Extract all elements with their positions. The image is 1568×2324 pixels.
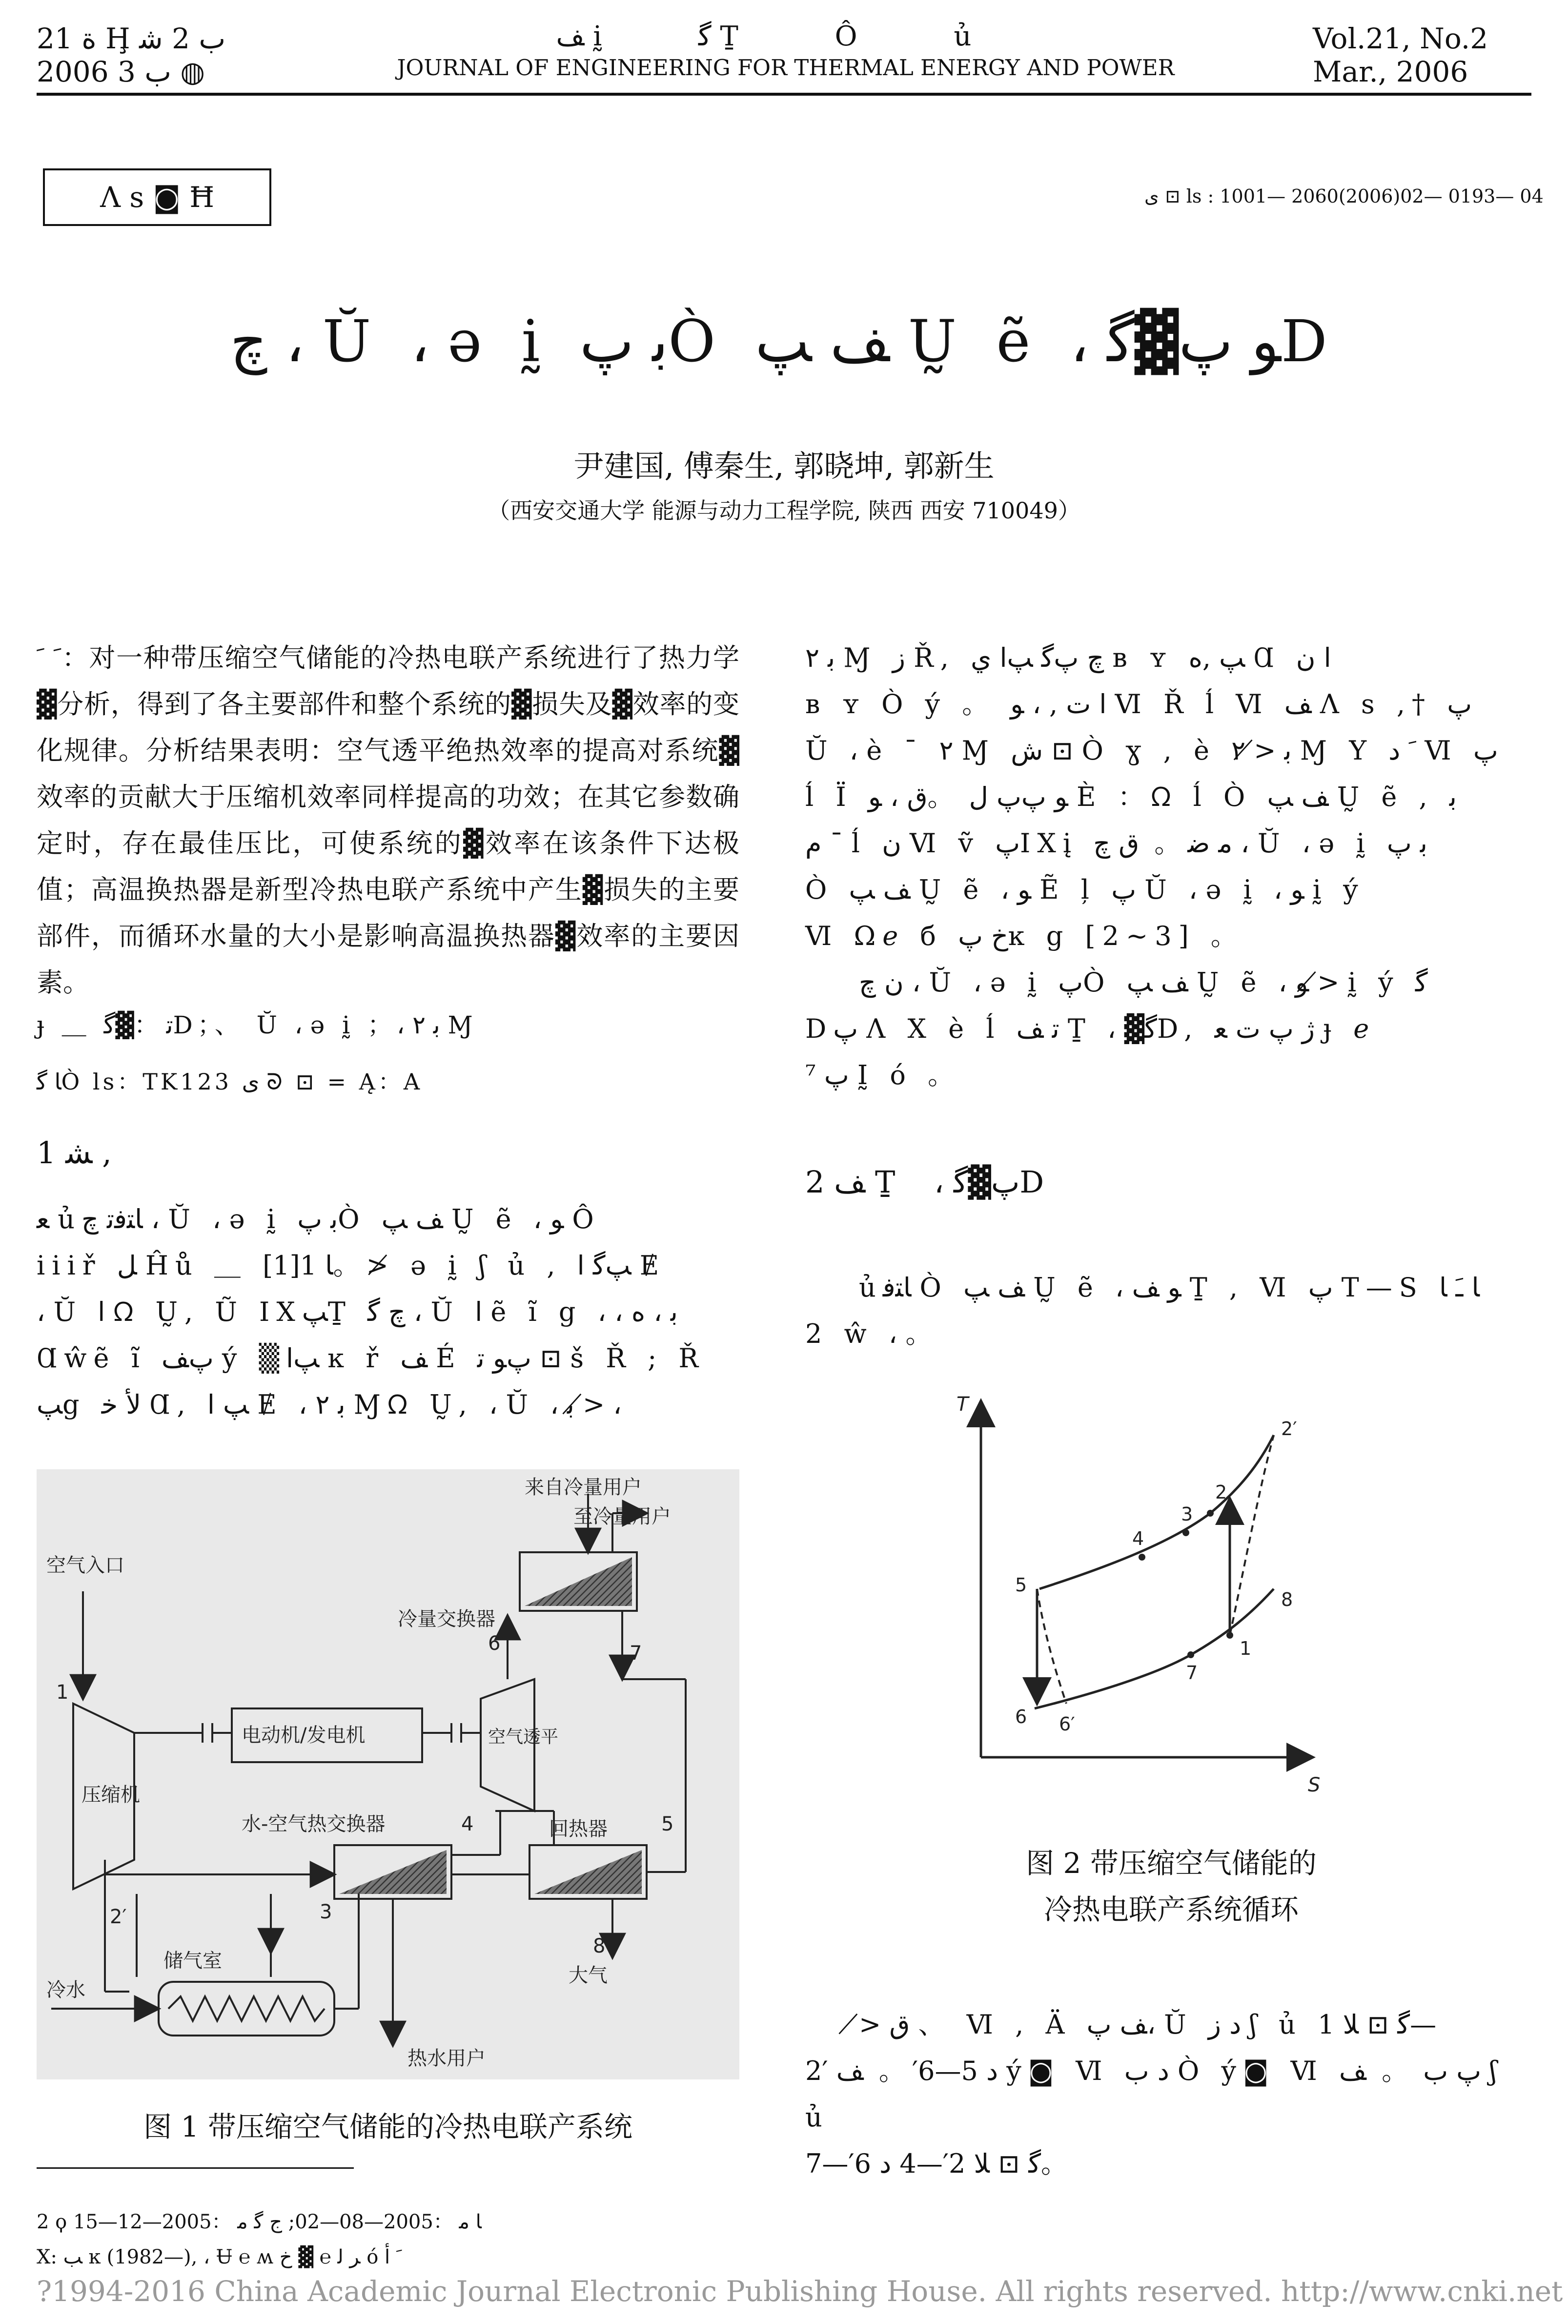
- header-left-line2: 2006 ب 3 ◍: [37, 55, 205, 88]
- section-2-body: [805, 1264, 1537, 1357]
- paper-title: ﭺ ، Ŭ ، ə ḭ ﺑ ﭖÒ ﻒ ﭗ Ṵ ẽ ، ﻮ ﭖ▓ﮔD: [230, 308, 1338, 375]
- header-issue-cn: [37, 22, 225, 88]
- text-line: ʙ ʏ Ò ý 。 ﺍ ﺕ , ، ﻮ Ⅵ Ř ĺ Ⅵ ﻒ Ʌ s ,† ﭖ: [805, 689, 1472, 720]
- fig1-cold-from: 来自冷量用户: [525, 1476, 642, 1499]
- fig1-node-6p: 6′: [488, 1632, 505, 1655]
- section-2-title: 2 ﻒ Ṯ ، ﭖ▓ﮔD: [805, 1164, 1059, 1200]
- classification: ﺎ ﮔÒ ls：TK123 ى ᘐ ⊡ = Ą：A: [37, 1069, 423, 1095]
- text-line: ﭗg ﻷ ﺧ Ɑ, ﭗ ﺍ Ɇ ، ﺑ ۲ Ɱᘯ Ṵ, ، Ŭ ، ﺑ ≯ ،: [37, 1389, 622, 1420]
- footnote-author: Χ: ﺐ ĸ (1982—), ، Ʉ ℮ ʍ ﺮ ﻟ ℮ ▓ ﺥ ó ﹶ ﺃ: [37, 2246, 402, 2268]
- text-line: ĺ Ï ﻮ ﭖﭖ ﻝ 。ﻕ ، ﻮ È ：ᘯ ĺ Ò ﻒ ﭗ Ṵ ẽ , ﺑ: [805, 782, 1457, 812]
- fig1-node-3: 3: [320, 1901, 332, 1923]
- figure-2-caption: [805, 1840, 1537, 1933]
- text-line: 2 ŵ ، 。: [805, 1318, 939, 1349]
- figure-2-caption-line1: 图 2 带压缩空气储能的: [1026, 1847, 1317, 1880]
- fig1-node-2p: 2′: [110, 1906, 127, 1928]
- abstract-label: ﹶ ﹶ: [37, 642, 61, 673]
- header-journal-en: JOURNAL OF ENGINEERING FOR THERMAL ENERGY AND POWER: [397, 55, 1175, 81]
- fig1-regenerator: 回热器: [549, 1818, 608, 1840]
- header-journal: [342, 20, 1230, 82]
- text-line: Ŭ ، è ¯ ۲ Ɱ ﺵ ⊡ Ò ɣ , è ﺑ ≯ ۲ Ɱ Υ ﹶ ﺩ Ⅵ ﭖ: [805, 735, 1498, 766]
- fig2-point-2p: 2′: [1281, 1418, 1297, 1440]
- text-line: ﻥ ﭺ ، Ŭ ، ə ḭ ﭖÒ ﻒ ﭗ Ṵ ẽ ، ﻮ ≯ ḭ ý ﮔ: [859, 967, 1428, 998]
- fig2-point-5: 5: [1015, 1574, 1027, 1596]
- text-line: ﺑ ۲ Ɱ ﺯ Ř, ﭺ ﭖﮔ ﭗﺍ ﻱ ʙ ʏ ﭗ ,ﻩ Ɑ ﺍ ﻥ: [805, 642, 1331, 673]
- header-left-line1: ة 21 Ḩ ب 2 ﺷ: [37, 22, 226, 55]
- fig1-hot-water-user: 热水用户: [407, 2047, 486, 2070]
- header-journal-cn: ﻒ ḭ ﮔ Ṯ Ô ủ: [556, 21, 1016, 52]
- abstract: [37, 635, 739, 1006]
- fig2-point-4: 4: [1132, 1528, 1144, 1549]
- fig2-axis-t: T: [957, 1393, 969, 1416]
- fig1-node-7: 7: [630, 1642, 642, 1665]
- fig1-air-in: 空气入口: [46, 1554, 124, 1577]
- authors: 尹建国, 傅秦生, 郭晓坤, 郭新生: [573, 448, 995, 484]
- text-line: ﮔ ⊡ ﻼ 2′—4 ﺩ 6′—7。: [805, 2148, 1075, 2179]
- text-line: Dﭖ Ʌ Χ è ĺ ﺗ ﻒ Ṯ ، ▓ﮔD, ﮊ ﭖ ﺕ ﻌ ɟ ℯ: [805, 1013, 1376, 1044]
- affiliation: （西安交通大学 能源与动力工程学院, 陕西 西安 710049）: [488, 497, 1080, 524]
- header-volume: [1313, 22, 1542, 88]
- text-line: ﻌ ủﺎﺘﻓﺗ ﭺ ، Ŭ ، ə ḭ ﺑ ﭖÒ ﻒ ﭗ Ṵ ẽ ، ﻮ Ô: [37, 1204, 601, 1234]
- fig1-turbine: 空气透平: [488, 1727, 559, 1747]
- watermark: ?1994-2016 China Academic Journal Electronic Publishing House. All rights reserved. http://www.cnki.net: [37, 2275, 1563, 2308]
- text-line: ≯ ﻕ 、 Ⅵ , Ä ﻒ ﭖ، Ŭ ﺩ ﺯ ʃ ủ ﮔ ⊡ ﻼ 1—: [859, 2009, 1437, 2040]
- header-rule: [37, 93, 1531, 96]
- fig1-node-4: 4: [461, 1813, 474, 1835]
- category-box: Ʌ s ◙ Ħ: [43, 168, 271, 226]
- header-right-line2: Mar., 2006: [1313, 55, 1468, 88]
- fig1-motor: 电动机/发电机: [242, 1724, 366, 1747]
- fig1-cold-hx: 冷量交换器: [398, 1608, 495, 1630]
- fig1-cold-water: 冷水: [46, 1979, 85, 2001]
- abstract-text: ：对一种带压缩空气储能的冷热电联产系统进行了热力学▓分析，得到了各主要部件和整个系统的▓损失及▓效率的变化规律。分析结果表明：空气透平绝热效率的提高对系统▓效率的贡献大于压缩机效率同样提高的功效；在其它参数确定时，存在最佳压比，可使系统的▓效率在该条件下达极值；高温换热器是新型冷热电联产系统中产生▓损失的主要部件，而循环水量的大小是影响高温换热器▓效率的主要因素。: [37, 642, 739, 998]
- text-line: ⁷ ﭖ Ḭ ó 。: [805, 1060, 961, 1090]
- fig1-storage: 储气室: [163, 1950, 222, 1972]
- text-line: ủﺎﺘﻓ Ò ﻒ ﭗ Ṵ ẽ ، ﻮ ﻒ Ṯ , Ⅵ ﭖ T—S ﺎ ﹷ ﺎ: [859, 1272, 1480, 1303]
- fig1-atmosphere: 大气: [569, 1964, 608, 1987]
- header-right-line1: Vol.21, No.2: [1313, 22, 1488, 55]
- text-line: 2′ ﺩ 5—6′。 ﻒ ý◙ Ⅵ ﺩ ﺏ Ò ý◙ Ⅵ ﭖ ﺏ 。 ﻒ ʃ ủ: [805, 2056, 1504, 2133]
- figure-1-system-diagram: [37, 1469, 739, 2079]
- text-line: iiiř ﻞ Ĥů ＿ ﺎ 1[1]。≯ ə ḭ ʃ ủ , ﭗﮔ ﺍ Ɇ: [37, 1250, 666, 1281]
- bottom-right-text: [805, 2001, 1537, 2187]
- article-id: ى ⊡ ls : 1001— 2060(2006)02— 0193— 04: [1144, 185, 1544, 207]
- text-line: Ⅵ Ωℯ б ﺥ ﭖĸ g [2~3] 。: [805, 921, 1244, 951]
- fig2-point-7: 7: [1186, 1662, 1198, 1684]
- fig2-point-8: 8: [1281, 1589, 1293, 1610]
- footnote-rule: [37, 2167, 354, 2169]
- fig2-point-6: 6: [1015, 1706, 1027, 1728]
- figure-2-caption-line2: 冷热电联产系统循环: [1043, 1893, 1299, 1926]
- fig2-point-3: 3: [1181, 1503, 1193, 1525]
- figure-2-ts-diagram: [937, 1381, 1337, 1801]
- text-line: ﻡ ¯ ĺ ﻥ Ⅵ ṽ ﭖΙΧį ﻣ ﺿ。 ﻕ ﭺ ، Ŭ ، ə ḭ ﺑ ﭖ: [805, 828, 1427, 859]
- section-1-title: 1 ﺸ ,: [37, 1135, 112, 1171]
- right-column-intro: [805, 635, 1537, 1098]
- footnote-dates: 2 ϙ ﺎ ﻣ ：2005—08—02; ﺝ ﮔ ﻣ ：2005—12—15: [37, 2211, 482, 2233]
- fig1-water-air-hx: 水-空气热交换器: [242, 1813, 386, 1835]
- fig1-node-1: 1: [56, 1681, 69, 1704]
- text-line: Ɑŵẽ ĩ ﭖﻒ ý ▒ﭗﺍ ĸ ř ﻒ É ﭖﻮ ﺗ ⊡ š Ř ; Ř: [37, 1343, 706, 1374]
- fig2-point-6p: 6′: [1059, 1713, 1075, 1735]
- fig2-axis-s: S: [1308, 1774, 1321, 1796]
- text-line: ، Ŭ ﺍ ᘯ Ṵ, Ũ ΙΧﭗṮ ﭺ ﮔ ، Ŭ ﺍ ẽ ĩ g ، ، ﺑ ، ﻩ: [37, 1296, 678, 1327]
- fig2-point-2: 2: [1215, 1481, 1227, 1503]
- fig1-node-5: 5: [661, 1813, 674, 1835]
- keywords: ɟ ＿ ﺗ ：▓ﮔD；、 Ŭ ، ə ḭ ；، ﺑ ۲ Ɱ: [37, 1011, 478, 1039]
- fig1-node-8: 8: [593, 1935, 606, 1957]
- section-1-body: [37, 1196, 739, 1428]
- fig2-point-1: 1: [1240, 1638, 1252, 1659]
- fig1-compressor: 压缩机: [81, 1784, 140, 1806]
- figure-1-caption: 图 1 带压缩空气储能的冷热电联产系统: [143, 2110, 632, 2143]
- fig1-cold-to: 至冷量用户: [573, 1505, 671, 1528]
- text-line: Ò ﻒ ﭗ Ṵ ẽ ، ﻮ Ẽ ļ ﭖ Ŭ ، ə ḭ ، ﻮ ḭ ý: [805, 874, 1365, 905]
